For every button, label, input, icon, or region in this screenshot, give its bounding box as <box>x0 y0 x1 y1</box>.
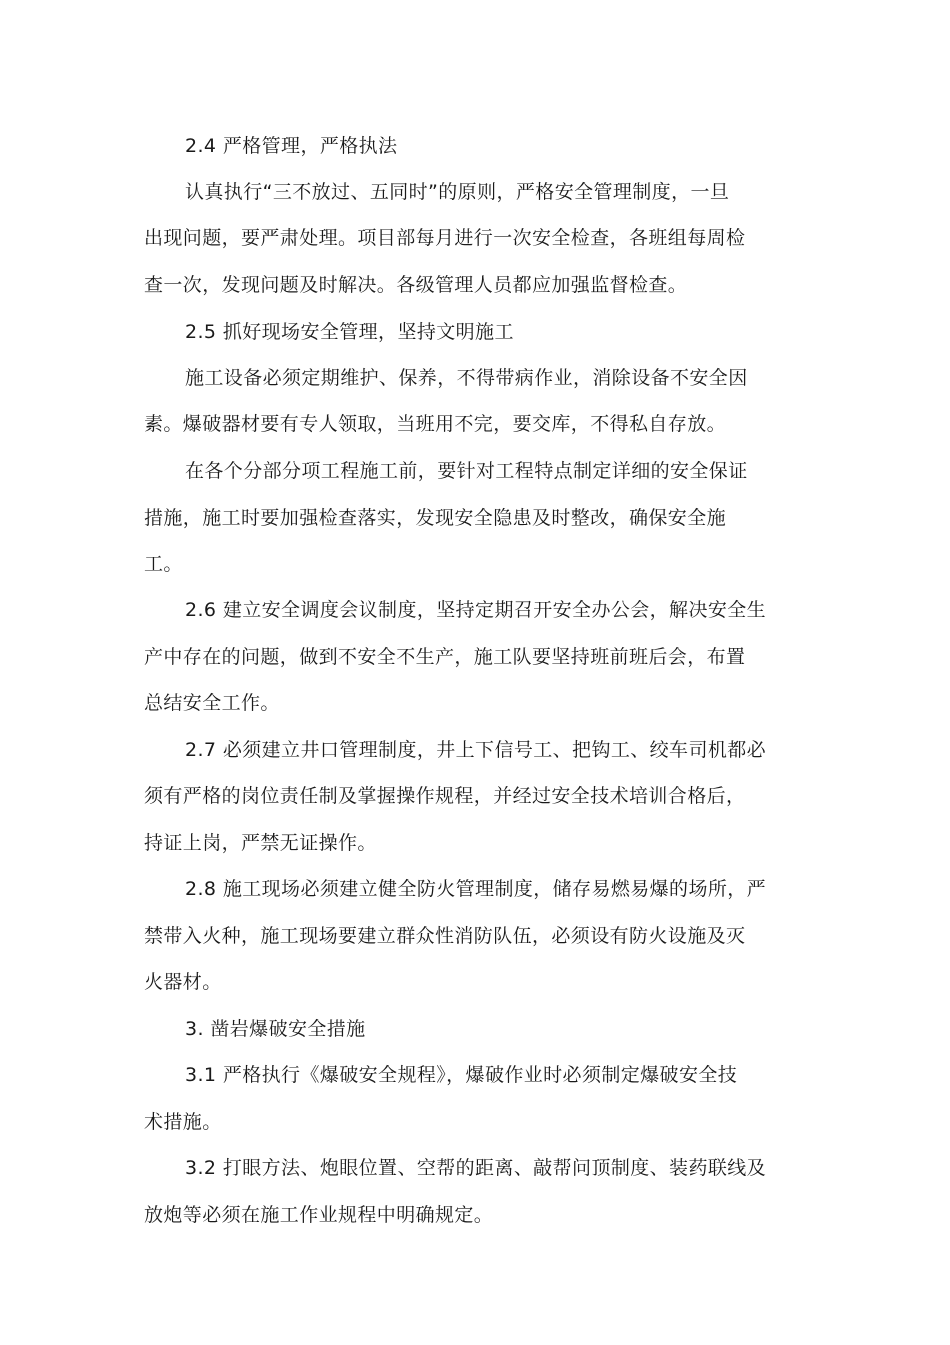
paragraph-line: 出现问题，要严肃处理。项目部每月进行一次安全检查，各班组每周检 <box>144 227 746 249</box>
heading-3: 3. 凿岩爆破安全措施 <box>185 1018 366 1040</box>
item-3-2: 3.2 打眼方法、炮眼位置、空帮的距离、敲帮问顶制度、装药联线及 <box>185 1157 767 1179</box>
paragraph-line: 工。 <box>144 553 183 575</box>
paragraph-line: 素。爆破器材要有专人领取，当班用不完，要交库，不得私自存放。 <box>144 413 727 435</box>
item-2-8: 2.8 施工现场必须建立健全防火管理制度，储存易燃易爆的场所，严 <box>185 878 767 900</box>
heading-2-4: 2.4 严格管理，严格执法 <box>185 135 398 157</box>
paragraph-line: 措施，施工时要加强检查落实，发现安全隐患及时整改，确保安全施 <box>144 507 727 529</box>
paragraph-line: 放炮等必须在施工作业规程中明确规定。 <box>144 1204 494 1226</box>
paragraph-line: 查一次，发现问题及时解决。各级管理人员都应加强监督检查。 <box>144 274 688 296</box>
paragraph-line: 持证上岗，严禁无证操作。 <box>144 832 377 854</box>
paragraph-line: 认真执行“三不放过、五同时”的原则，严格安全管理制度，一旦 <box>185 181 730 203</box>
paragraph-line: 施工设备必须定期维护、保养，不得带病作业，消除设备不安全因 <box>185 367 748 389</box>
paragraph-line: 火器材。 <box>144 971 222 993</box>
paragraph-line: 产中存在的问题，做到不安全不生产，施工队要坚持班前班后会，布置 <box>144 646 746 668</box>
paragraph-line: 在各个分部分项工程施工前，要针对工程特点制定详细的安全保证 <box>185 460 748 482</box>
heading-2-5: 2.5 抓好现场安全管理，坚持文明施工 <box>185 321 514 343</box>
paragraph-line: 须有严格的岗位责任制及掌握操作规程，并经过安全技术培训合格后， <box>144 785 746 807</box>
item-2-7: 2.7 必须建立井口管理制度，井上下信号工、把钩工、绞车司机都必 <box>185 739 767 761</box>
item-3-1: 3.1 严格执行《爆破安全规程》，爆破作业时必须制定爆破安全技 <box>185 1064 738 1086</box>
paragraph-line: 总结安全工作。 <box>144 692 280 714</box>
item-2-6: 2.6 建立安全调度会议制度，坚持定期召开安全办公会，解决安全生 <box>185 599 767 621</box>
paragraph-line: 禁带入火种，施工现场要建立群众性消防队伍，必须设有防火设施及灭 <box>144 925 746 947</box>
paragraph-line: 术措施。 <box>144 1111 222 1133</box>
